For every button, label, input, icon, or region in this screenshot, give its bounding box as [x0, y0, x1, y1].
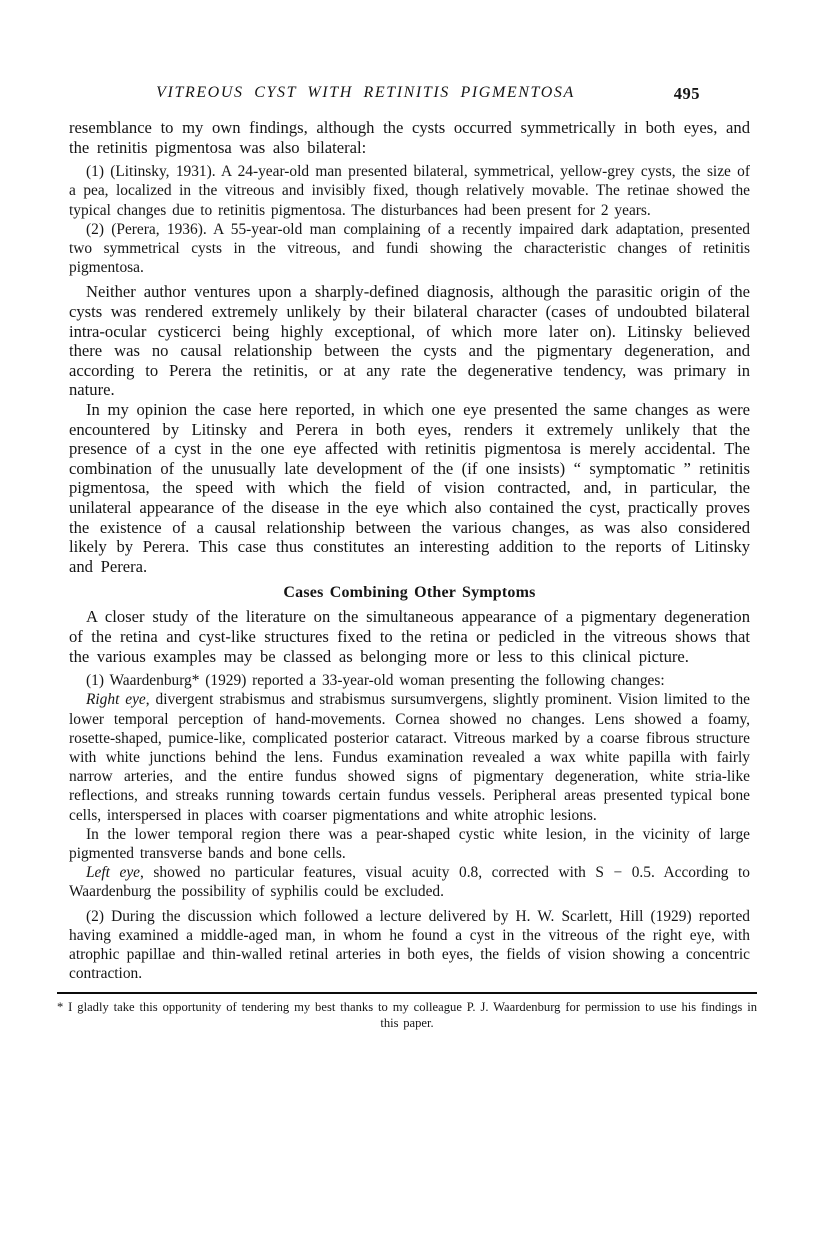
running-head	[69, 84, 750, 106]
paragraph-case-litinsky: (1) (Litinsky, 1931). A 24-year-old man presented bilateral, symmetrical, yellow-grey cysts, the size of a pea, localized in the vitreous and invisibly fixed, though relatively movable. The retinae showed the typical changes due to retinitis pigmentosa. The disturbances had been present for 2 years.	[69, 163, 750, 219]
footnote-text: * I gladly take this opportunity of tendering my best thanks to my colleague P. J. Waardenburg for permission to use his findings in this paper.	[57, 1000, 757, 1030]
left-eye-description: , showed no particular features, visual acuity 0.8, corrected with S − 0.5. According to Waardenburg the possibility of syphilis could be excluded.	[69, 864, 750, 901]
text-block	[57, 84, 757, 1031]
paragraph-closer-study: A closer study of the literature on the simultaneous appearance of a pigmentary degeneration of the retina and cyst-like structures fixed to the retina or pedicled in the vitreous shows that the various examples may be classed as belonging more or less to this clinical picture.	[69, 607, 750, 666]
paragraph-right-eye	[69, 690, 750, 824]
paragraph-neither-author: Neither author ventures upon a sharply-defined diagnosis, although the parasitic origin of the cysts was rendered extremely unlikely by their bilateral character (cases of undoubted bilateral intra-ocular cysticerci being highly exceptional, of which more later on). Litinsky believed there was no causal relationship between the cysts and the pigmentary degeneration, and according to Perera the retinitis, or at any rate the degenerative tendency, was primary in nature.	[69, 282, 750, 400]
paragraph-continuation-intro: resemblance to my own findings, although the cysts occurred symmetrically in both eyes, and the retinitis pigmentosa was also bilateral:	[69, 118, 750, 157]
left-eye-label: Left eye	[86, 864, 140, 882]
paragraph-case-perera: (2) (Perera, 1936). A 55-year-old man complaining of a recently impaired dark adaptation, presented two symmetrical cysts in the vitreous, and fundi showing the characteristic changes of retinitis pigmentosa.	[69, 220, 750, 277]
paragraph-left-eye	[69, 863, 750, 901]
running-head-title: VITREOUS CYST WITH RETINITIS PIGMENTOSA	[156, 84, 575, 101]
paragraph-waardenburg-intro: (1) Waardenburg* (1929) reported a 33-year-old woman presenting the following changes:	[86, 672, 665, 690]
section-heading-cases-combining-other-symptoms: Cases Combining Other Symptoms	[283, 584, 536, 602]
footnote-divider-rule	[57, 992, 757, 994]
paragraph-opinion: In my opinion the case here reported, in which one eye presented the same changes as were encountered by Litinsky and Perera in both eyes, renders it extremely unlikely that the presence of a cyst in the one eye affected with retinitis pigmentosa is merely accidental. The combination of the unusually late development of the (if one insists) “ symptomatic ” retinitis pigmentosa, the speed with which the field of vision contracted, and, in particular, the unilateral appearance of the disease in the eye which also contained the cyst, practically proves the existence of a causal relationship between the various changes, as was also considered likely by Perera. This case thus constitutes an interesting addition to the reports of Litinsky and Perera.	[69, 399, 750, 576]
right-eye-description: , divergent strabismus and strabismus sursumvergens, slightly prominent. Vision limited to the lower temporal perception of hand-movements. Cornea showed no changes. Lens showed a foamy, rosette-shaped, pumice-like, complicated posterior cataract. Vitreous marked by a coarse fibrous structure with white junctions behind the lens. Fundus examination revealed a wax white papilla with fairly narrow arteries, and the entire fundus showed signs of pigmentary degeneration, white stria-like reflections, and streaks running towards certain fundus vessels. Peripheral areas presented typical bone cells, interspersed in places with coarser pigmentations and white atrophic lesions.	[69, 691, 751, 824]
right-eye-label: Right eye	[86, 691, 146, 709]
paragraph-scarlett-hill: (2) During the discussion which followed a lecture delivered by H. W. Scarlett, Hill (1929) reported having examined a middle-aged man, in whom he found a cyst in the vitreous of the right eye, with atrophic papillae and thin-walled retinal arteries in both eyes, the fields of vision showing a concentric contraction.	[69, 907, 750, 983]
page-number: 495	[673, 84, 700, 103]
paragraph-lower-temporal: In the lower temporal region there was a pear-shaped cystic white lesion, in the vicinity of large pigmented transverse bands and bone cells.	[69, 825, 750, 862]
footnote-area	[57, 992, 757, 1031]
